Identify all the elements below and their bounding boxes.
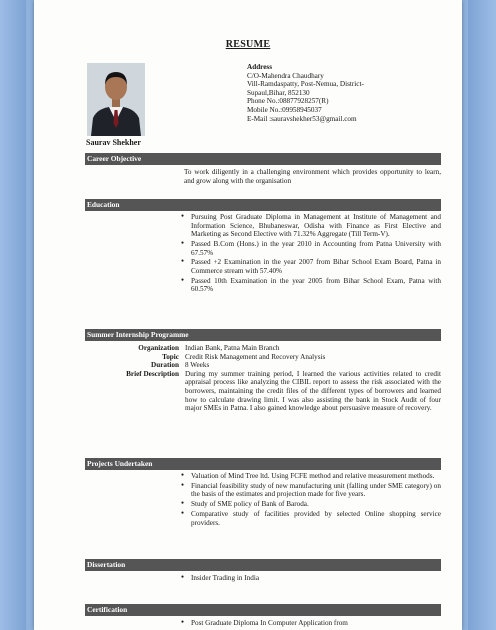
- internship-details: [85, 344, 441, 413]
- detail-key: Duration: [151, 361, 179, 370]
- section-header-internship: Summer Internship Programme: [85, 329, 441, 341]
- section-header-certification: Certification: [85, 604, 441, 616]
- list-item: ● Financial feasibility study of new manufacturing unit (falling under SME category) on the basis of the estimates and projection made for five years.: [180, 482, 441, 499]
- detail-key: Brief Description: [126, 369, 179, 378]
- dissertation-list: [180, 574, 441, 584]
- phone-line: Phone No.:08877928257(R): [247, 97, 329, 106]
- email-line: E-Mail :sauravshekher53@gmail.com: [247, 114, 357, 123]
- profile-photo: [87, 63, 145, 136]
- list-item: ● Passed B.Com (Hons.) in the year 2010 in Accounting from Patna University with 67.57%: [180, 240, 441, 257]
- list-item: ● Insider Trading in India: [180, 574, 441, 583]
- detail-value: 8 Weeks: [185, 361, 210, 370]
- detail-value: During my summer training period, I learned the various activities related to credit appraisal process like analyzing the CIBIL report to assess the risk associated with the borrowers, maintaining the credit files of the different types of borrowers and learned how to calculate drawing limit. I was also assisting the bank in Stock Audit of four major SMEs in Patna. I also gained knowledge about persuasive measure of recovery.: [185, 369, 441, 413]
- detail-key: Organization: [138, 344, 179, 352]
- career-objective-text: To work diligently in a challenging environment which provides opportunity to learn, and grow along with the organisation: [184, 168, 441, 185]
- detail-key: Topic: [162, 352, 179, 361]
- list-item: ● Passed +2 Examination in the year 2007 from Bihar School Exam Board, Patna in Commerce stream with 57.40%: [180, 258, 441, 275]
- detail-row: [85, 361, 441, 370]
- list-item: ● Study of SME policy of Bank of Baroda.: [180, 500, 441, 509]
- list-item: ● Comparative study of facilities provided by selected Online shopping service providers.: [180, 510, 441, 527]
- detail-row: [85, 353, 441, 362]
- background-frame-left: [0, 0, 26, 630]
- page-title: RESUME: [225, 39, 271, 50]
- certification-list: [180, 619, 441, 629]
- section-header-dissertation: Dissertation: [85, 559, 441, 571]
- section-header-projects: Projects Undertaken: [85, 458, 441, 470]
- background-frame-right: [468, 0, 496, 630]
- address-line: C/O-Mahendra Chaudhary: [247, 71, 324, 80]
- detail-value: Indian Bank, Patna Main Branch: [185, 344, 280, 352]
- section-header-career-objective: Career Objective: [85, 153, 441, 165]
- list-item: ● Pursuing Post Graduate Diploma in Management at Institute of Management and Information Science, Bhubaneswar, Odisha with Finance as First Elective and Marketing as Second Elective with 71.32% Aggregate (Till Term-V).: [180, 213, 441, 239]
- list-item: ● Passed 10th Examination in the year 2005 from Bihar School Exam, Patna with 60.57%: [180, 277, 441, 294]
- section-header-education: Education: [85, 199, 441, 211]
- address-block: [247, 63, 397, 123]
- detail-value: Credit Risk Management and Recovery Analysis: [185, 352, 326, 361]
- detail-row: [85, 344, 441, 353]
- candidate-name: Saurav Shekher: [86, 138, 141, 147]
- mobile-line: Mobile No.:09958945037: [247, 105, 322, 114]
- address-line: Vill-Ramdaspatty, Post-Nemua, District-Supaul,Bihar, 852130: [247, 80, 364, 97]
- list-item: ● Valuation of Mind Tree ltd. Using FCFE method and relative measurement methods.: [180, 472, 441, 481]
- projects-list: [180, 472, 441, 528]
- address-label: Address: [247, 63, 273, 71]
- education-list: [180, 213, 441, 295]
- detail-row: [85, 370, 441, 413]
- list-item: ● Post Graduate Diploma In Computer Application from: [180, 619, 441, 628]
- resume-page: [34, 0, 462, 630]
